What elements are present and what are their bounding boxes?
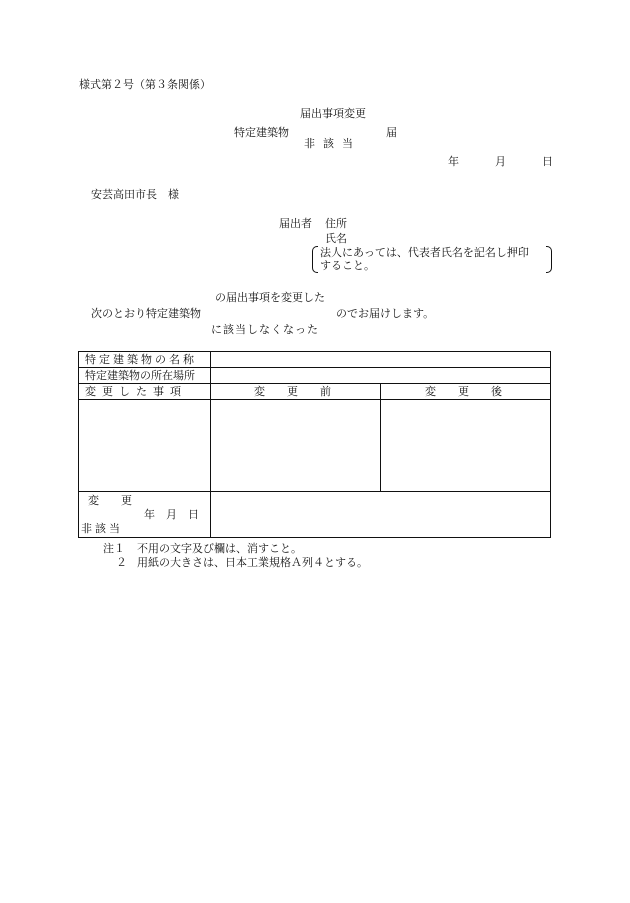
left-bracket (312, 246, 318, 273)
body-line-upper: の届出事項を変更した (215, 291, 325, 304)
body-line-main-right: のでお届けします。 (336, 307, 435, 320)
before-change-header: 変 更 前 (254, 385, 331, 398)
address-label: 住所 (325, 217, 347, 230)
notifier-label: 届出者 (279, 217, 312, 230)
corporate-note-line-2: すること。 (320, 259, 375, 272)
title-line-2-left: 特定建築物 (234, 126, 289, 139)
corporate-note (312, 245, 552, 272)
date-cell-change-label: 変 更 (88, 494, 132, 507)
building-location-label: 特定建築物の所在場所 (85, 369, 195, 382)
title-line-2-right: 届 (386, 126, 397, 139)
note-2-prefix: ２ (116, 556, 127, 569)
note-1-prefix: 注１ (103, 542, 125, 555)
date-year-label: 年 (448, 155, 459, 168)
table-rule-1 (78, 367, 550, 368)
body-line-lower: に該当しなくなった (211, 323, 319, 336)
change-table (78, 351, 551, 538)
table-rule-2 (78, 383, 550, 384)
form-number: 様式第２号（第３条関係） (79, 78, 211, 91)
date-day-label: 日 (542, 155, 553, 168)
date-cell-ymd-label: 年 月 日 (144, 508, 199, 521)
table-rule-4 (78, 491, 550, 492)
title-line-1: 届出事項変更 (300, 107, 366, 120)
note-1-text: 不用の文字及び欄は、消すこと。 (137, 542, 302, 555)
name-label: 氏名 (325, 232, 347, 245)
title-line-3: 非該当 (304, 137, 361, 150)
changed-item-label: 変更した事項 (85, 385, 187, 398)
date-month-label: 月 (495, 155, 506, 168)
table-col-rule-1 (210, 351, 211, 537)
addressee: 安芸高田市長 様 (91, 188, 179, 201)
date-cell-not-applicable-label: 非該当 (81, 522, 123, 535)
table-col-rule-2 (380, 383, 381, 491)
right-bracket (546, 246, 552, 273)
table-rule-3 (78, 399, 550, 400)
body-line-main-left: 次のとおり特定建築物 (91, 307, 201, 320)
note-2-text: 用紙の大きさは、日本工業規格Ａ列４とする。 (137, 556, 368, 569)
after-change-header: 変 更 後 (425, 385, 502, 398)
building-name-label: 特定建築物の名称 (85, 353, 197, 366)
corporate-note-line-1: 法人にあっては、代表者氏名を記名し押印 (320, 246, 529, 259)
